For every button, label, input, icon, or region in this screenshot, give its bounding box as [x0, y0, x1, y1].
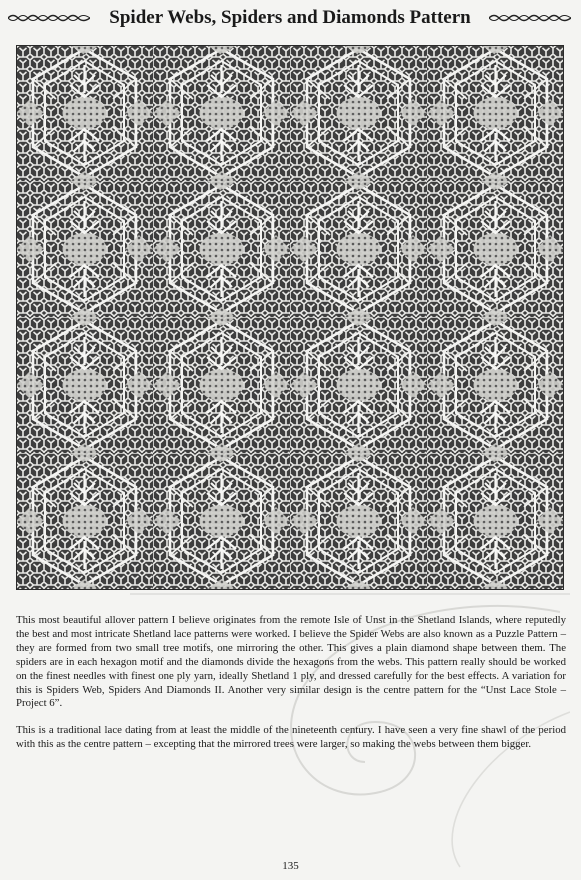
paragraph-origin: This most beautiful allover pattern I believe originates from the remote Isle of Unst in the Shetland Islands, where reputedly the best and most intricate Shetland lace patterns were worked. I believe the Spider Webs are also known as a Puzzle Pattern – they are formed from two small tree motifs, one mirroring the other. This gives a plain diamond shape between them. The spiders are in each hexagon motif and the diamonds divide the hexagons from the webs. This pattern really should be worked on the finest needles with finest one ply yarn, ideally Shetland 1 ply, and dressed carefully for the best effects. A variation for this is Spiders Web, Spiders And Diamonds II. Another very similar design is the centre pattern for the “Unst Lace Stole – Project 6”.: [16, 614, 566, 710]
pattern-description: [16, 614, 566, 765]
page-title: Spider Webs, Spiders and Diamonds Pattern: [109, 7, 471, 28]
page-number: 135: [282, 860, 299, 872]
paragraph-history: This is a traditional lace dating from at least the middle of the nineteenth century. I have seen a very fine shawl of the period with this as the centre pattern – excepting that the mirrored trees were larger, so making the webs between them bigger.: [16, 724, 566, 751]
decorative-border-right: [489, 13, 571, 23]
lace-swatch-image: [16, 45, 564, 590]
page-header: [8, 6, 571, 30]
decorative-border-left: [8, 13, 90, 23]
